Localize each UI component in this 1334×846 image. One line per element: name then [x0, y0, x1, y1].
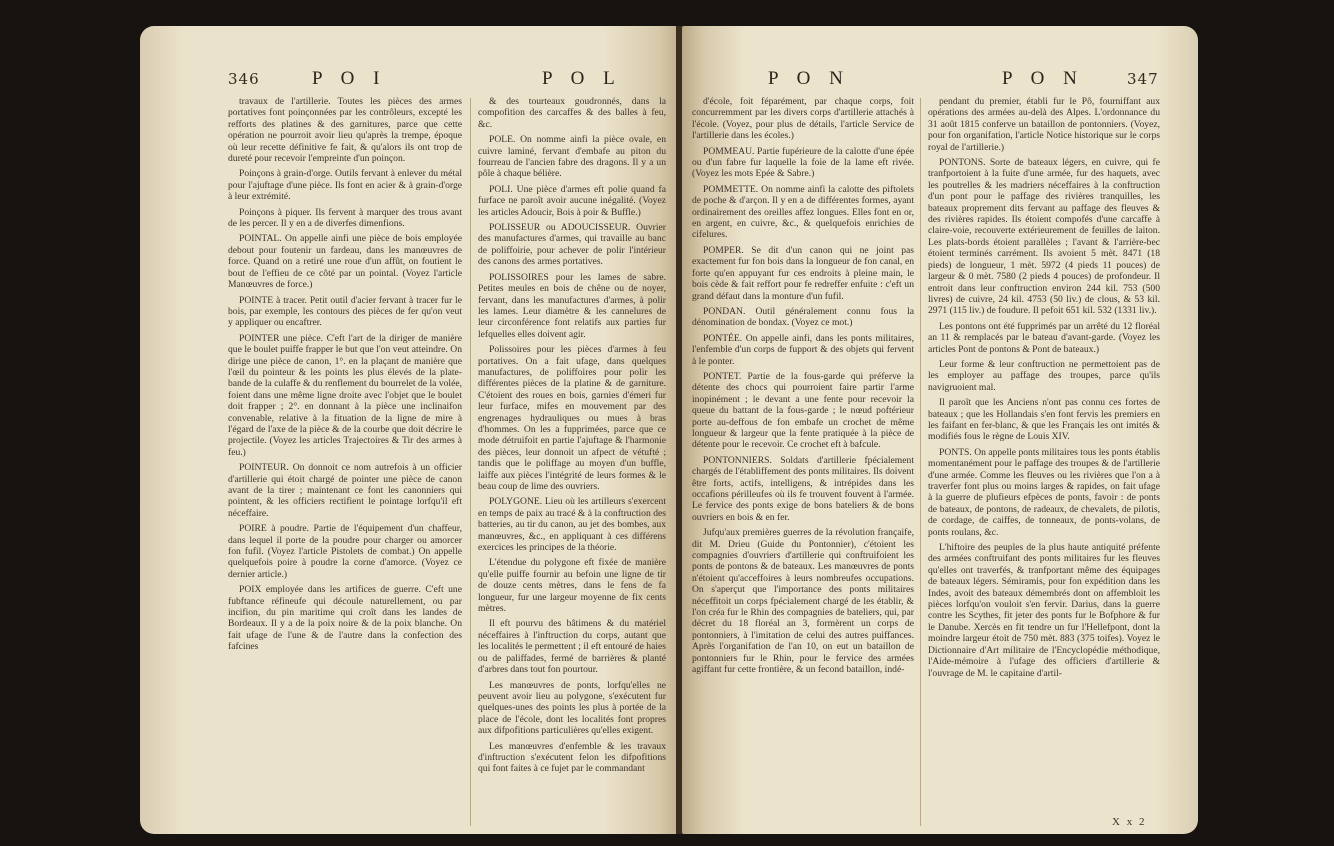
entry-paragraph: Poinçons à grain-d'orge. Outils fervant à enlever du métal pour l'ajuftage d'une pièce. Ils font en acier & à grain-d'orge à leur extrémité. [228, 168, 462, 203]
left-running-head-right: P O L [542, 68, 622, 89]
column-divider [920, 98, 921, 826]
entry-paragraph: Il paroît que les Anciens n'ont pas connu ces fortes de bateaux ; que les Hollandais s'en font fervis les premiers en les faifant en fer-blanc, & que les Français les ont imités & modifiés fous le règne de Louis XIV. [928, 397, 1160, 443]
left-column-1 [228, 96, 462, 657]
entry-paragraph: POMPER. Se dit d'un canon qui ne joint pas exactement fur fon bois dans la longueur de fon canal, en forte qu'en appuyant fur ces endroits à pleine main, le bois cède & fait reffort pour fe redreffer enfuite : c'eft un grand défaut dans la monture d'un fufil. [692, 244, 914, 302]
entry-paragraph: POINTER une pièce. C'eft l'art de la diriger de manière que le boulet puiffe frapper le but que l'on veut atteindre. On dirige une pièce de canon, 1°. en la plaçant de manière que l'œil du pointeur & les points les plus élevés de la plate-bande de la culaffe & du renflement du bourrelet de la volée, foient dans une même ligne droite avec l'objet que le boulet doit frapper ; 2°. en donnant à la pièce une inclinaifon convenable, relative à la fituation de la ligne de mire à l'égard de l'axe de la pièce & de la courbe que doit décrire le projectile. (Voyez les articles Trajectoires & Tir des armes à feu.) [228, 332, 462, 458]
entry-paragraph: POLYGONE. Lieu où les artilleurs s'exercent en temps de paix au tracé & à la conftruction des batteries, au tir du canon, au jet des bombes, aux manœuvres, &c., en appliquant à ces différens exercices les principes de la théorie. [478, 496, 666, 554]
entry-paragraph: & des tourteaux goudronnés, dans la compofition des carcaffes & des balles à feu, &c. [478, 96, 666, 130]
entry-paragraph: POMMEAU. Partie fupérieure de la calotte d'une épée ou d'un fabre fur laquelle la foie de la lame eft rivée. (Voyez les mots Epée & Sabre.) [692, 145, 914, 180]
entry-paragraph: POINTE à tracer. Petit outil d'acier fervant à tracer fur le bois, par exemple, les contours des pièces de fer qu'on veut y appliquer ou encaftrer. [228, 294, 462, 329]
entry-paragraph: POINTAL. On appelle ainfi une pièce de bois employée debout pour foutenir un fardeau, dans les manœuvres de force. Quand on a retiré une roue d'un affût, on foutient le bout de l'effieu de ce côté par un pointal. (Voyez l'article Manœuvres de force.) [228, 233, 462, 291]
entry-paragraph: pendant du premier, établi fur le Pô, fourniffant aux opérations des armées au-delà des Alpes. L'ordonnance du 31 août 1815 conferve un bataillon de pontonniers. (Voyez, pour fon organifation, l'article Notice historique sur le corps royal de l'artillerie.) [928, 96, 1160, 153]
entry-paragraph: Jufqu'aux premières guerres de la révolution françaife, dit M. Drieu (Guide du Pontonnier), c'étoient les compagnies d'ouvriers d'artillerie qui conftruifoient les ponts de pontons & de bateaux. Les manœuvres de ponts n'étoient qu'acceffoires à leurs nombreufes occupations. On s'aperçut que l'importance des ponts militaires néceffitoit un corps fpécialement chargé de les établir, & l'on créa fur le Rhin des compagnies de bateliers, qui, par décret du 18 floréal an 3, formèrent un corps de pontonniers, à l'imitation de celui des autres puiffances. Après l'organifation de l'an 10, on eut un bataillon de pontonniers fur le Rhin, pour le fervice des armées agiffant fur cette frontière, & un fecond bataillon, indé- [692, 527, 914, 676]
entry-paragraph: Les manœuvres d'enfemble & les travaux d'inftruction s'exécutent felon les difpofitions qui font faites à ce fujet par le commandant [478, 740, 666, 775]
left-page-number: 346 [228, 70, 260, 88]
entry-paragraph: POMMETTE. On nomme ainfi la calotte des piftolets de poche & d'arçon. Il y en a de différentes formes, ayant ordinairement des oreilles affez longues. Elles font en or, en argent, en cuivre, &c., & quelquefois enrichies de cifelures. [692, 183, 914, 241]
entry-paragraph: Leur forme & leur conftruction ne permettoient pas de les employer au paffage des troupes, parce qu'ils navigruoient mal. [928, 358, 1160, 393]
entry-paragraph: PONDAN. Outil généralement connu fous la dénomination de bondax. (Voyez ce mot.) [692, 305, 914, 329]
left-page [140, 26, 680, 834]
entry-paragraph: POINTEUR. On donnoit ce nom autrefois à un officier d'artillerie qui étoit chargé de pointer une pièce de canon avant de la tirer ; maintenant ce font les canonniers qui pointent, & les officiers rectifient le pointage lorfqu'il eft néceffaire. [228, 462, 462, 519]
entry-paragraph: PONTONNIERS. Soldats d'artillerie fpécialement chargés de l'établiffement des ponts militaires. Ils doivent être forts, actifs, intelligens, & intrépides dans les occafions périlleufes où ils fe trouvent fouvent à l'armée. Le fervice des ponts exige de bons bateliers & de bons ouvriers en bois & en fer. [692, 454, 914, 523]
entry-paragraph: d'école, foit féparément, par chaque corps, foit concurremment par les divers corps d'artillerie attachés à l'école. (Voyez, pour plus de détails, l'article Service de l'artillerie dans les écoles.) [692, 96, 914, 142]
entry-paragraph: POLE. On nomme ainfi la pièce ovale, en cuivre laminé, fervant d'embafe au piton du fourreau de l'ancien fabre des dragons. Il y a un pôle à chaque bélière. [478, 134, 666, 180]
entry-paragraph: PONTET. Partie de la fous-garde qui préferve la détente des chocs qui pourroient faire partir l'arme inopinément ; le devant a une fente pour recevoir la queue du battant de la fous-garde ; le nœud poftérieur porte au-deffous de fon embafe un crochet de même longueur & largeur que la fente pratiquée à la pièce de détente pour le recevoir. Ce crochet eft à bafcule. [692, 370, 914, 451]
entry-paragraph: POIRE à poudre. Partie de l'équipement d'un chaffeur, dans lequel il porte de la poudre pour charger ou amorcer fon fufil. (Voyez l'article Pistolets de combat.) On appelle quelquefois poire à poudre la corne d'amorce. (Voyez ce dernier article.) [228, 523, 462, 580]
entry-paragraph: POLISSOIRES pour les lames de sabre. Petites meules en bois de chêne ou de noyer, fervant, dans les manufactures d'armes, à polir les lames. Leur diamètre & les cannelures de leur circonférence font relatifs aux parties fur lefquelles elles doivent agir. [478, 271, 666, 340]
entry-paragraph: Il eft pourvu des bâtimens & du matériel néceffaires à l'inftruction du corps, autant que les localités le permettent ; il eft entouré de haies ou de paliffades, fermé de barrières & planté d'arbres dans tout fon pourtour. [478, 618, 666, 676]
entry-paragraph: travaux de l'artillerie. Toutes les pièces des armes portatives font poinçonnées par les contrôleurs, excepté les refforts des platines & des garnitures, parce que cette opération ne pourroit avoir lieu qu'après la trempe, époque où leur recette définitive fe fait, & qu'alors ils ont trop de dureté pour recevoir l'empreinte d'un poinçon. [228, 96, 462, 165]
left-running-head: P O I [312, 68, 387, 89]
entry-paragraph: POIX employée dans les artifices de guerre. C'eft une fubftance réfineufe qui découle naturellement, ou par incifion, du pin maritime qui croît dans les landes de Bordeaux. Il y a de la poix noire & de la poix blanche. On fait ufage de l'une & de l'autre dans la confection des fafcines [228, 584, 462, 653]
entry-paragraph: POLI. Une pièce d'armes eft polie quand fa furface ne paroît avoir aucune inégalité. (Voyez les articles Adoucir, Bois à poir & Buffle.) [478, 183, 666, 218]
entry-paragraph: Poinçons à piquer. Ils fervent à marquer des trous avant de les percer. Il y en a de diverfes dimenfions. [228, 206, 462, 230]
entry-paragraph: POLISSEUR ou ADOUCISSEUR. Ouvrier des manufactures d'armes, qui travaille au banc de poliffoirie, pour achever de polir l'intérieur des canons des armes portatives. [478, 222, 666, 268]
signature-mark: X x 2 [1112, 816, 1147, 828]
right-column-2 [928, 96, 1160, 683]
right-running-head-left: P O N [768, 68, 850, 89]
entry-paragraph: PONTS. On appelle ponts militaires tous les ponts établis momentanément pour le paffage des troupes & de l'artillerie d'une armée. Comme les fleuves ou les rivières que l'on a à traverfer font plus ou moins larges & rapides, on fait ufage à la guerre de plufieurs efpèces de ponts, favoir : de ponts de bateaux, de pontons, de radeaux, de chevalets, de pilotis, de cordage, de caiffes, de tonneaux, de ponts-volans, de ponts roulans, &c. [928, 446, 1160, 538]
entry-paragraph: L'hiftoire des peuples de la plus haute antiquité préfente des armées conftruifant des ponts militaires fur les fleuves qu'elles ont traverfés, & tranfportant même des équipages de bateaux légers. Sémiramis, pour fon expédition dans les Indes, avoit des bateaux démembrés dont on affembloit les pièces lorfqu'on vouloit s'en fervir. Darius, dans la guerre contre les Scythes, fit jeter des ponts fur le Bofphore & fur le Danube. Xercès en fit tendre un fur l'Hellefpont, dont la moindre largeur étoit de 750 mèt. 883 (375 toifes). Voyez le Dictionnaire d'Art militaire de l'Encyclopédie méthodique, l'Aide-mémoire à l'ufage des officiers d'artillerie & l'ouvrage de M. le capitaine d'artil- [928, 542, 1160, 679]
column-divider [470, 98, 471, 826]
entry-paragraph: Les pontons ont été fupprimés par un arrêté du 12 floréal an 11 & remplacés par le bateau d'avant-garde. (Voyez les articles Pont de pontons & Pont de bateaux.) [928, 320, 1160, 355]
entry-paragraph: Les manœuvres de ponts, lorfqu'elles ne peuvent avoir lieu au polygone, s'exécutent fur quelques-unes des points les plus à portée de la place de l'école, dont les localités font propres aux difpofitions particulières qu'elles exigent. [478, 679, 666, 737]
entry-paragraph: PONTONS. Sorte de bateaux légers, en cuivre, qui fe tranfportoient à la fuite d'une armée, fur des haquets, avec les poutrelles & les madriers néceffaires à la conftruction d'un pont pour le paffage des rivières tranquilles, les bateaux proprement dits fervant au paffage des fleuves & des rivières rapides. Ils étoient compofés d'une carcaffe à claire-voie, recouverte extérieurement de feuilles de laiton. Les plats-bords étoient parallèles ; l'avant & l'arrière-bec étoient terminés carrément. Ils avoient 5 mèt. 8471 (18 pieds) de longueur, 1 mèt. 5972 (4 pieds 11 pouces) de largeur & 0 mèt. 7580 (2 pieds 4 pouces) de profondeur. Il entroit dans leur conftruction environ 244 kil. 753 (500 livres) de cuivre, 24 kil. 4753 (50 liv.) de clous, & 53 kil. 2971 (115 liv.) de foudure. Il pefoit 651 kil. 532 (1331 liv.). [928, 157, 1160, 317]
entry-paragraph: L'étendue du polygone eft fixée de manière qu'elle puiffe fournir au befoin une ligne de tir de douze cents mètres, dans le fens de fa longueur, fur une largeur moyenne de fix cents mètres. [478, 557, 666, 615]
right-column-1 [692, 96, 914, 680]
right-running-head: P O N [1002, 68, 1084, 89]
entry-paragraph: Polissoires pour les pièces d'armes à feu portatives. On a fait ufage, dans quelques manufactures, de poliffoires pour polir les différentes pièces de la platine & de garniture. C'étoient des roues en bois, garnies d'émeri fur leur furface, mifes en mouvement par des engrenages hydrauliques ou mues à bras d'hommes. On les a fupprimées, parce que ce mode détruifoit en partie l'ajuftage & l'harmonie des pièces, leur donnoit un afpect de vétufté ; tandis que le poliffage au moyen d'un buffle, laiffe aux pièces l'intégrité de leurs formes & le beau coup de lime des ouvriers. [478, 344, 666, 492]
entry-paragraph: PONTÉE. On appelle ainfi, dans les ponts militaires, l'enfemble d'un corps de fupport & des objets qui fervent à le ponter. [692, 332, 914, 367]
left-column-2 [478, 96, 666, 779]
right-page-number: 347 [1127, 70, 1159, 88]
right-page [682, 26, 1198, 834]
